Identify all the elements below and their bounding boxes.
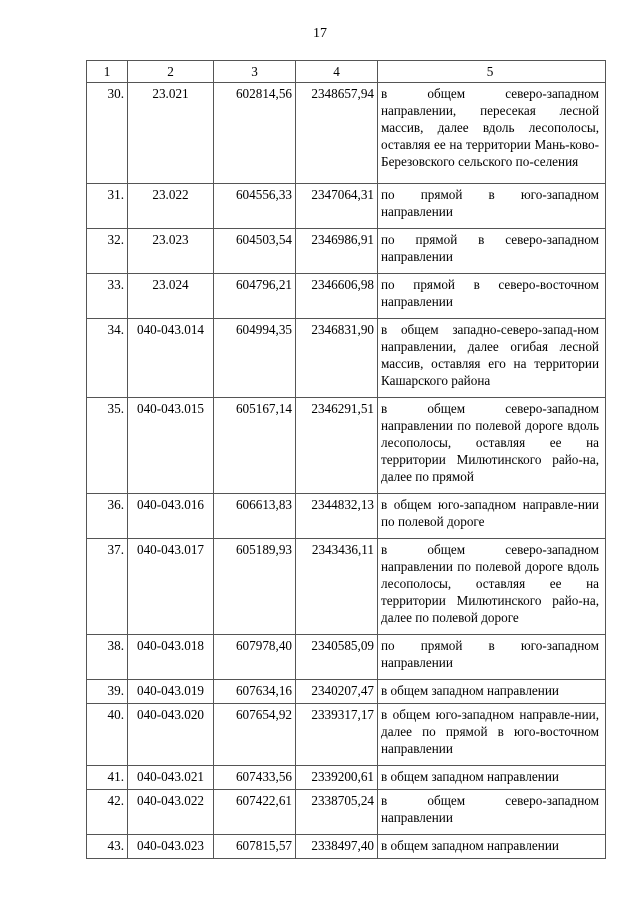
route-description: по прямой в северо-восточном направлении xyxy=(378,274,606,319)
coordinate-y: 2346831,90 xyxy=(296,319,378,398)
table-row xyxy=(87,274,606,319)
row-number: 34. xyxy=(87,319,128,398)
header-col-2: 2 xyxy=(128,61,214,83)
row-number: 41. xyxy=(87,766,128,790)
coordinate-y: 2346291,51 xyxy=(296,398,378,494)
point-code: 040-043.021 xyxy=(128,766,214,790)
coordinate-y: 2346986,91 xyxy=(296,229,378,274)
coordinate-x: 605167,14 xyxy=(214,398,296,494)
point-code: 040-043.014 xyxy=(128,319,214,398)
point-code: 040-043.022 xyxy=(128,790,214,835)
route-description: в общем северо-западном направлении по полевой дороге вдоль лесополосы, оставляя ее на территории Милютинского райо-на, далее по прямой xyxy=(378,398,606,494)
row-number: 31. xyxy=(87,184,128,229)
coordinate-y: 2338705,24 xyxy=(296,790,378,835)
row-number: 30. xyxy=(87,83,128,184)
point-code: 040-043.019 xyxy=(128,680,214,704)
point-code: 040-043.017 xyxy=(128,539,214,635)
route-description: в общем северо-западном направлении, пересекая лесной массив, далее вдоль лесополосы, оставляя ее на территории Мань-ково-Березовского сельского по-селения xyxy=(378,83,606,184)
point-code: 23.024 xyxy=(128,274,214,319)
route-description: в общем западно-северо-запад-ном направлении, далее огибая лесной массив, оставляя его на территории Кашарского района xyxy=(378,319,606,398)
coordinate-y: 2347064,31 xyxy=(296,184,378,229)
coordinate-x: 604503,54 xyxy=(214,229,296,274)
point-code: 040-043.018 xyxy=(128,635,214,680)
coordinate-y: 2340207,47 xyxy=(296,680,378,704)
route-description: по прямой в юго-западном направлении xyxy=(378,635,606,680)
boundary-points-table xyxy=(86,60,606,859)
row-number: 36. xyxy=(87,494,128,539)
coordinate-x: 607654,92 xyxy=(214,704,296,766)
header-col-3: 3 xyxy=(214,61,296,83)
route-description: в общем юго-западном направле-нии по полевой дороге xyxy=(378,494,606,539)
coordinate-x: 604556,33 xyxy=(214,184,296,229)
table-row xyxy=(87,319,606,398)
row-number: 32. xyxy=(87,229,128,274)
coordinate-x: 607815,57 xyxy=(214,835,296,859)
row-number: 38. xyxy=(87,635,128,680)
route-description: в общем юго-западном направле-нии, далее по прямой в юго-восточном направлении xyxy=(378,704,606,766)
route-description: в общем северо-западном направлении по полевой дороге вдоль лесополосы, оставляя ее на территории Милютинского райо-на, далее по полевой дороге xyxy=(378,539,606,635)
point-code: 040-043.023 xyxy=(128,835,214,859)
header-col-4: 4 xyxy=(296,61,378,83)
coordinate-y: 2348657,94 xyxy=(296,83,378,184)
coordinate-x: 607634,16 xyxy=(214,680,296,704)
table-row xyxy=(87,398,606,494)
table-row xyxy=(87,680,606,704)
row-number: 42. xyxy=(87,790,128,835)
page-number: 17 xyxy=(313,26,327,41)
header-col-5: 5 xyxy=(378,61,606,83)
table-header-row xyxy=(87,61,606,83)
table-row xyxy=(87,539,606,635)
coordinate-y: 2339200,61 xyxy=(296,766,378,790)
coordinate-x: 606613,83 xyxy=(214,494,296,539)
route-description: в общем западном направлении xyxy=(378,835,606,859)
row-number: 39. xyxy=(87,680,128,704)
coordinate-x: 605189,93 xyxy=(214,539,296,635)
table-row xyxy=(87,766,606,790)
coordinate-y: 2346606,98 xyxy=(296,274,378,319)
point-code: 23.021 xyxy=(128,83,214,184)
row-number: 37. xyxy=(87,539,128,635)
point-code: 23.022 xyxy=(128,184,214,229)
coordinate-y: 2339317,17 xyxy=(296,704,378,766)
coordinate-x: 604994,35 xyxy=(214,319,296,398)
table-row xyxy=(87,184,606,229)
table-row xyxy=(87,835,606,859)
row-number: 33. xyxy=(87,274,128,319)
route-description: по прямой в северо-западном направлении xyxy=(378,229,606,274)
coordinate-x: 607422,61 xyxy=(214,790,296,835)
header-col-1: 1 xyxy=(87,61,128,83)
route-description: в общем северо-западном направлении xyxy=(378,790,606,835)
coordinate-x: 604796,21 xyxy=(214,274,296,319)
point-code: 040-043.020 xyxy=(128,704,214,766)
route-description: по прямой в юго-западном направлении xyxy=(378,184,606,229)
route-description: в общем западном направлении xyxy=(378,766,606,790)
coordinate-y: 2340585,09 xyxy=(296,635,378,680)
table-row xyxy=(87,790,606,835)
table-row xyxy=(87,83,606,184)
table-row xyxy=(87,704,606,766)
row-number: 43. xyxy=(87,835,128,859)
table-row xyxy=(87,494,606,539)
row-number: 40. xyxy=(87,704,128,766)
coordinate-y: 2338497,40 xyxy=(296,835,378,859)
table-body xyxy=(87,83,606,859)
point-code: 23.023 xyxy=(128,229,214,274)
point-code: 040-043.016 xyxy=(128,494,214,539)
coordinate-y: 2343436,11 xyxy=(296,539,378,635)
row-number: 35. xyxy=(87,398,128,494)
route-description: в общем западном направлении xyxy=(378,680,606,704)
coordinate-y: 2344832,13 xyxy=(296,494,378,539)
coordinate-x: 607978,40 xyxy=(214,635,296,680)
table-row xyxy=(87,635,606,680)
table-row xyxy=(87,229,606,274)
point-code: 040-043.015 xyxy=(128,398,214,494)
coordinate-x: 607433,56 xyxy=(214,766,296,790)
coordinate-x: 602814,56 xyxy=(214,83,296,184)
